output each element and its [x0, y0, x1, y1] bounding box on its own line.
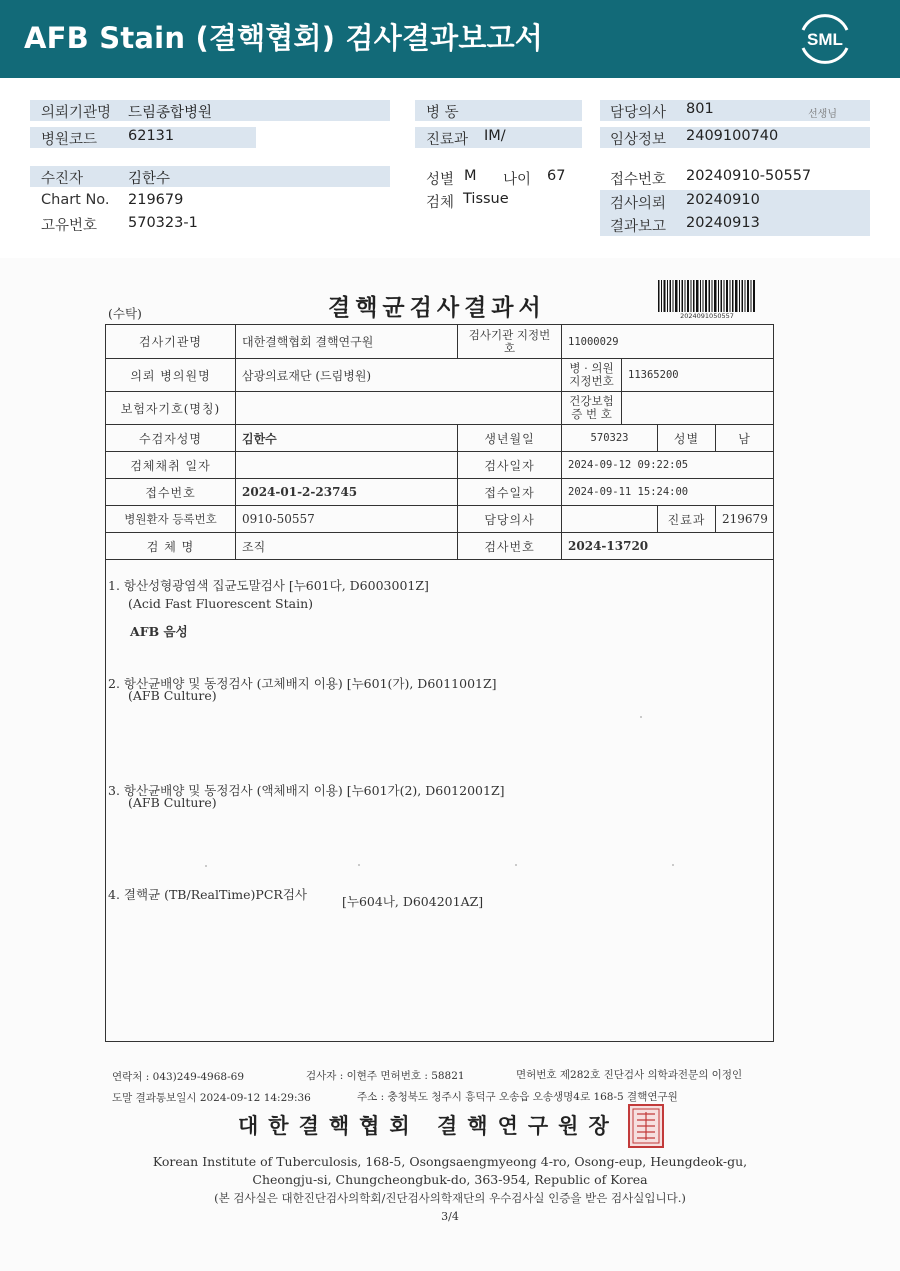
inst-label: 검사기관명 — [106, 325, 236, 359]
institution-value: 드림종합병원 — [128, 105, 213, 121]
doctor-cell-value — [562, 506, 658, 533]
row-bar — [30, 166, 390, 187]
age-value: 67 — [547, 168, 566, 184]
dept-value: IM/ — [484, 128, 506, 144]
clinical-value: 2409100740 — [686, 128, 779, 144]
footer-examiner: 검사자 : 이현주 면허번호 : 58821 — [306, 1070, 465, 1082]
dept-label: 진료과 — [426, 132, 469, 148]
ward-label: 병 동 — [426, 105, 459, 121]
doctor-cell-label: 담당의사 — [458, 506, 562, 533]
chart-value: 219679 — [128, 192, 184, 208]
req-hosp-value: 삼광의료재단 (드림병원) — [236, 359, 562, 392]
reg-value: 0910-50557 — [236, 506, 458, 533]
sex-cell-label: 성별 — [658, 425, 716, 452]
unique-label: 고유번호 — [41, 218, 98, 234]
consignment-label: (수탁) — [108, 306, 142, 321]
hosp-no-label: 병 · 의원 지정번호 — [562, 359, 622, 392]
birth-value: 570323 — [562, 425, 658, 452]
item-2-sub: (AFB Culture) — [128, 688, 217, 703]
name-value: 김한수 — [236, 425, 458, 452]
name-label: 수검자성명 — [106, 425, 236, 452]
sex-value: M — [464, 168, 477, 184]
dept-cell-value: 219679 — [716, 506, 774, 533]
inst-no-value: 11000029 — [562, 325, 774, 359]
receipt-value: 20240910-50557 — [686, 168, 812, 184]
hospital-code-label: 병원코드 — [41, 132, 98, 148]
hosp-no-value: 11365200 — [622, 359, 774, 392]
test-no-value: 2024-13720 — [562, 533, 774, 560]
specimen-label: 검체 — [426, 195, 455, 211]
reg-label: 병원환자 등록번호 — [106, 506, 236, 533]
receipt-cell-value: 2024-01-2-23745 — [236, 479, 458, 506]
item-4-title: 4. 결핵균 (TB/RealTime)PCR검사 — [108, 887, 307, 902]
item-3-sub: (AFB Culture) — [128, 795, 217, 810]
receipt-date-value: 2024-09-11 15:24:00 — [562, 479, 774, 506]
item-1-title: 1. 항산성형광염색 집균도말검사 [누601다, D6003001Z] — [108, 578, 429, 593]
page-number: 3/4 — [441, 1210, 459, 1223]
official-seal-icon — [628, 1104, 664, 1148]
document-title: 결핵균검사결과서 — [328, 294, 546, 321]
footer-address-ko: 주소 : 충청북도 청주시 흥덕구 오송읍 오송생명4로 168-5 결핵연구원 — [357, 1091, 678, 1103]
receipt-cell-label: 접수번호 — [106, 479, 236, 506]
doctor-value: 801 — [686, 101, 714, 117]
test-date-value: 2024-09-12 09:22:05 — [562, 452, 774, 479]
insured-value — [236, 392, 562, 425]
health-value — [622, 392, 774, 425]
item-1-result: AFB 음성 — [130, 624, 188, 639]
req-hosp-label: 의뢰 병의원명 — [106, 359, 236, 392]
header-banner — [0, 0, 900, 78]
hospital-code-value: 62131 — [128, 128, 175, 144]
scanned-result-document — [0, 258, 900, 1271]
address-en-line-1: Korean Institute of Tuberculosis, 168-5, Osongsaengmyeong 4-ro, Osong-eup, Heungdeok-gu, — [152, 1154, 748, 1169]
footer-report-time: 도말 결과통보일시 2024-09-12 14:29:36 — [112, 1092, 311, 1104]
logo-text: SML — [807, 30, 843, 49]
address-en-line-2: Cheongju-si, Chungcheongbuk-do, 363-954, Republic of Korea — [252, 1172, 648, 1187]
inst-value: 대한결핵협회 결핵연구원 — [236, 325, 458, 359]
receipt-label: 접수번호 — [610, 172, 667, 188]
footer-contact: 연락처 : 043)249-4968-69 — [112, 1071, 244, 1083]
health-label: 건강보험 증 번 호 — [562, 392, 622, 425]
clinical-label: 임상정보 — [610, 132, 667, 148]
specimen-cell-label: 검 체 명 — [106, 533, 236, 560]
unique-value: 570323-1 — [128, 215, 198, 231]
birth-label: 생년월일 — [458, 425, 562, 452]
doctor-label: 담당의사 — [610, 105, 667, 121]
sex-label: 성별 — [426, 172, 455, 188]
dept-cell-label: 진료과 — [658, 506, 716, 533]
age-label: 나이 — [503, 172, 532, 188]
institute-name: 대한결핵협회 결핵연구원장 — [238, 1113, 619, 1138]
report-title: AFB Stain (결핵협회) 검사결과보고서 — [24, 21, 544, 55]
specimen-value: Tissue — [463, 191, 509, 207]
certification-note: (본 검사실은 대한진단검사의학회/진단검사의학재단의 우수검사실 인증을 받은 검사실입니다.) — [214, 1191, 686, 1205]
item-2-title: 2. 항산균배양 및 동정검사 (고체배지 이용) [누601(가), D6011001Z] — [108, 676, 497, 691]
item-3-title: 3. 항산균배양 및 동정검사 (액체배지 이용) [누601가(2), D6012001Z] — [108, 783, 505, 798]
patient-label: 수진자 — [41, 171, 84, 187]
barcode-icon — [658, 280, 756, 312]
specimen-cell-value: 조직 — [236, 533, 458, 560]
institution-label: 의뢰기관명 — [41, 105, 112, 121]
request-value: 20240910 — [686, 192, 760, 208]
insured-label: 보험자기호(명칭) — [106, 392, 236, 425]
report-date-value: 20240913 — [686, 215, 760, 231]
patient-value: 김한수 — [128, 171, 171, 187]
inst-no-label: 검사기관 지정번호 — [458, 325, 562, 359]
sex-cell-value: 남 — [716, 425, 774, 452]
receipt-date-label: 접수일자 — [458, 479, 562, 506]
item-4-code: [누604나, D604201AZ] — [342, 894, 484, 909]
request-label: 검사의뢰 — [610, 196, 667, 212]
sml-logo-icon — [797, 12, 853, 66]
report-date-label: 결과보고 — [610, 219, 667, 235]
test-date-label: 검사일자 — [458, 452, 562, 479]
test-no-label: 검사번호 — [458, 533, 562, 560]
doctor-suffix: 선생님 — [808, 109, 837, 120]
collect-value — [236, 452, 458, 479]
item-1-sub: (Acid Fast Fluorescent Stain) — [128, 596, 314, 611]
collect-label: 검체채취 일자 — [106, 452, 236, 479]
chart-label: Chart No. — [41, 192, 110, 208]
footer-license: 면허번호 제282호 진단검사 의학과전문의 이정인 — [516, 1069, 743, 1081]
barcode-number: 2024091050557 — [680, 312, 734, 320]
result-form-table — [105, 324, 774, 560]
